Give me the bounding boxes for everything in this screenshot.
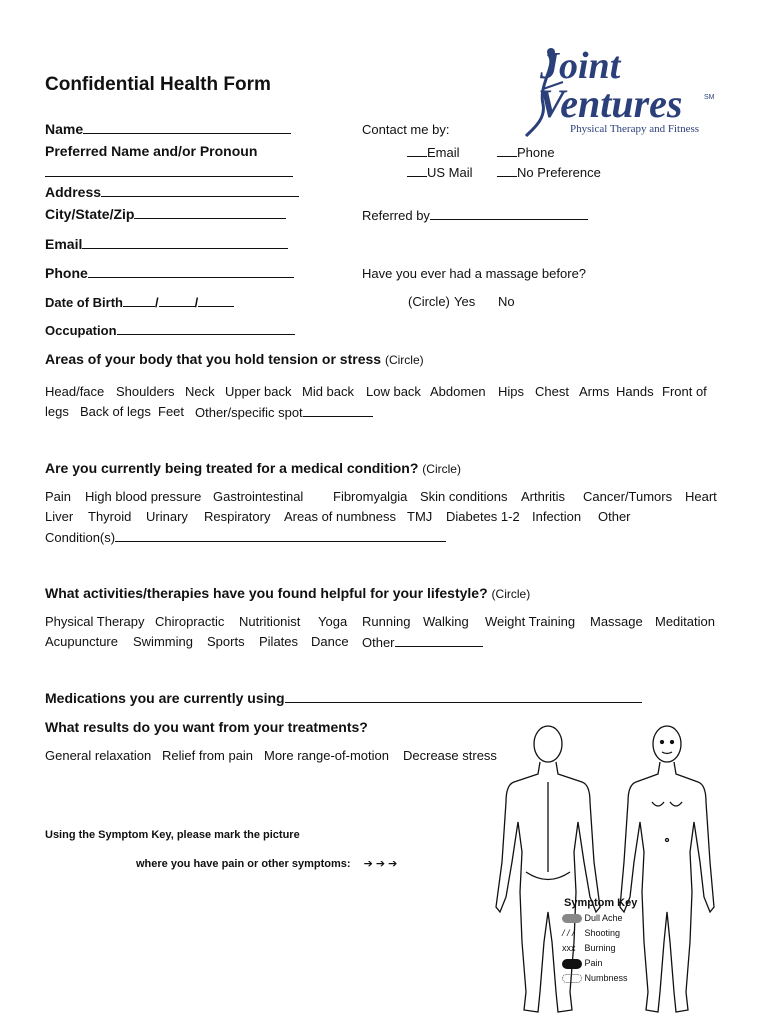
- symptom-key: [562, 897, 652, 993]
- medical-option[interactable]: Other: [598, 509, 631, 524]
- tension-option[interactable]: Hands: [616, 384, 654, 399]
- tension-option[interactable]: Mid back: [302, 384, 355, 399]
- preferred-name-field[interactable]: [45, 164, 293, 182]
- contact-no-preference-option[interactable]: No Preference: [497, 164, 601, 180]
- logo-word-ventures: Ventures: [538, 81, 683, 126]
- activity-option[interactable]: Chiropractic: [155, 614, 225, 629]
- tension-option[interactable]: Head/face: [45, 384, 105, 399]
- symptom-instruction-1: Using the Symptom Key, please mark the picture: [45, 829, 300, 841]
- symptom-key-item-numbness: Numbness: [562, 973, 628, 983]
- tension-option[interactable]: Upper back: [225, 384, 292, 399]
- symptom-key-title: Symptom Key: [564, 897, 638, 909]
- tension-option[interactable]: Low back: [366, 384, 421, 399]
- occupation-field[interactable]: Occupation: [45, 322, 295, 338]
- logo: [518, 44, 728, 144]
- medical-option[interactable]: Arthritis: [521, 489, 566, 504]
- activity-option[interactable]: Acupuncture: [45, 634, 118, 649]
- phone-field[interactable]: Phone: [45, 265, 294, 281]
- pain-icon: [562, 959, 582, 969]
- tension-heading: Areas of your body that you hold tension or stress (Circle): [45, 351, 424, 367]
- tension-option[interactable]: Neck: [185, 384, 215, 399]
- tension-option[interactable]: Hips: [498, 384, 525, 399]
- activity-option[interactable]: Physical Therapy: [45, 614, 145, 629]
- medications-field[interactable]: Medications you are currently using: [45, 690, 642, 706]
- result-option[interactable]: Relief from pain: [162, 748, 254, 763]
- activity-other-field[interactable]: Other: [362, 634, 483, 650]
- medical-option[interactable]: Heart: [685, 489, 717, 504]
- medical-option[interactable]: Liver: [45, 509, 74, 524]
- tension-option[interactable]: Arms: [579, 384, 610, 399]
- logo-tagline: Physical Therapy and Fitness: [570, 123, 700, 135]
- massage-question: Have you ever had a massage before?: [362, 266, 587, 281]
- conditions-field[interactable]: Condition(s): [45, 529, 446, 545]
- symptom-key-item-shooting: / / / Shooting: [562, 928, 621, 938]
- symptom-key-item-burning: xxx Burning: [562, 943, 616, 953]
- medical-option[interactable]: Areas of numbness: [284, 509, 397, 524]
- tension-option[interactable]: legs: [45, 404, 69, 419]
- dull-ache-icon: [562, 914, 582, 923]
- medical-option[interactable]: Cancer/Tumors: [583, 489, 673, 504]
- activity-option[interactable]: Weight Training: [485, 614, 576, 629]
- activity-option[interactable]: Meditation: [655, 614, 715, 629]
- address-field[interactable]: Address: [45, 184, 299, 200]
- city-state-zip-field[interactable]: City/State/Zip: [45, 206, 286, 222]
- shooting-icon: / / /: [562, 928, 575, 938]
- tension-option[interactable]: Chest: [535, 384, 569, 399]
- preferred-name-label: Preferred Name and/or Pronoun: [45, 143, 258, 159]
- tension-other-field[interactable]: Other/specific spot: [195, 404, 373, 420]
- burning-icon: xxx: [562, 943, 576, 953]
- massage-yes-option[interactable]: Yes: [454, 294, 476, 309]
- medical-option[interactable]: Diabetes 1-2: [446, 509, 520, 524]
- referred-by-field[interactable]: Referred by: [362, 207, 588, 223]
- page-title: Confidential Health Form: [45, 74, 271, 95]
- medical-option[interactable]: Gastrointestinal: [213, 489, 304, 504]
- tension-option[interactable]: Feet: [158, 404, 185, 419]
- activity-option[interactable]: Swimming: [133, 634, 193, 649]
- medical-option[interactable]: High blood pressure: [85, 489, 202, 504]
- results-heading: What results do you want from your treatments?: [45, 719, 368, 735]
- massage-no-option[interactable]: No: [498, 294, 515, 309]
- medical-option[interactable]: TMJ: [407, 509, 433, 524]
- activity-option[interactable]: Nutritionist: [239, 614, 301, 629]
- medical-option[interactable]: Thyroid: [88, 509, 132, 524]
- activities-heading: What activities/therapies have you found helpful for your lifestyle? (Circle): [45, 585, 531, 601]
- contact-label: Contact me by:: [362, 122, 450, 137]
- medical-option[interactable]: Respiratory: [204, 509, 271, 524]
- tension-option[interactable]: Abdomen: [430, 384, 486, 399]
- medical-option[interactable]: Pain: [45, 489, 72, 504]
- activity-option[interactable]: Walking: [423, 614, 469, 629]
- name-field[interactable]: Name: [45, 121, 291, 137]
- symptom-key-item-dull-ache: Dull Ache: [562, 913, 623, 923]
- date-of-birth-field[interactable]: Date of Birth / /: [45, 294, 234, 310]
- medical-option[interactable]: Urinary: [146, 509, 188, 524]
- tension-option[interactable]: Front of: [662, 384, 707, 399]
- medical-option[interactable]: Infection: [532, 509, 582, 524]
- medical-option[interactable]: Fibromyalgia: [333, 489, 408, 504]
- result-option[interactable]: General relaxation: [45, 748, 152, 763]
- contact-email-option[interactable]: Email: [407, 144, 460, 160]
- activity-option[interactable]: Massage: [590, 614, 643, 629]
- numbness-icon: [562, 974, 582, 983]
- contact-phone-option[interactable]: Phone: [497, 144, 555, 160]
- activity-option[interactable]: Running: [362, 614, 411, 629]
- result-option[interactable]: Decrease stress: [403, 748, 497, 763]
- tension-option[interactable]: Back of legs: [80, 404, 151, 419]
- activity-option[interactable]: Pilates: [259, 634, 299, 649]
- massage-circle-label: (Circle): [408, 294, 450, 309]
- arrow-right-icon: ➔ ➔ ➔: [363, 858, 398, 870]
- symptom-instruction-2: where you have pain or other symptoms: ➔ ➔ ➔: [136, 858, 398, 870]
- tension-option[interactable]: Shoulders: [116, 384, 175, 399]
- activity-option[interactable]: Dance: [311, 634, 349, 649]
- symptom-key-item-pain: Pain: [562, 958, 603, 969]
- contact-us-mail-option[interactable]: US Mail: [407, 164, 473, 180]
- medical-option[interactable]: Skin conditions: [420, 489, 508, 504]
- medical-heading: Are you currently being treated for a medical condition? (Circle): [45, 460, 461, 476]
- logo-word-joint: Joint: [540, 45, 621, 87]
- result-option[interactable]: More range-of-motion: [264, 748, 389, 763]
- activity-option[interactable]: Yoga: [318, 614, 348, 629]
- email-field[interactable]: Email: [45, 236, 288, 252]
- activity-option[interactable]: Sports: [207, 634, 245, 649]
- logo-sm: SM: [704, 94, 715, 101]
